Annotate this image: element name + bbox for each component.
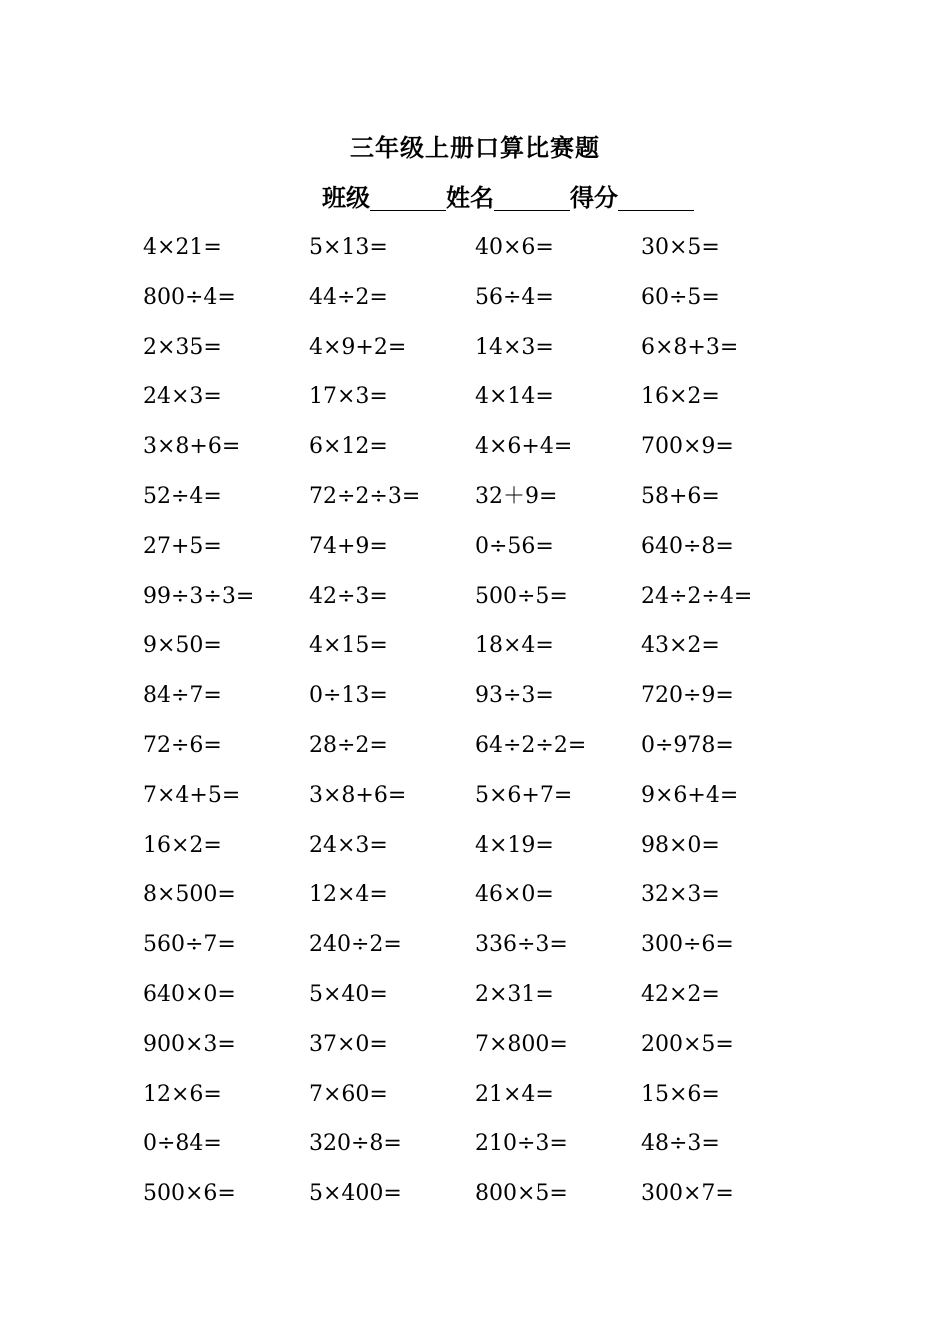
arithmetic-problem: 7×800= — [475, 1031, 568, 1057]
arithmetic-problem: 0÷84= — [143, 1131, 222, 1157]
arithmetic-problem: 84÷7= — [143, 683, 222, 709]
arithmetic-problem: 72÷6= — [143, 732, 222, 758]
arithmetic-problem: 2×35= — [143, 334, 222, 360]
problem-row — [143, 482, 843, 532]
class-blank — [370, 184, 446, 211]
arithmetic-problem: 58+6= — [641, 483, 720, 509]
arithmetic-problem: 28÷2= — [309, 732, 388, 758]
arithmetic-problem: 6×12= — [309, 434, 388, 460]
arithmetic-problem: 43×2= — [641, 633, 720, 659]
arithmetic-problem: 42÷3= — [309, 583, 388, 609]
arithmetic-problem: 5×13= — [309, 235, 388, 260]
arithmetic-problem: 6×8+3= — [641, 334, 739, 360]
problem-row — [143, 1080, 843, 1130]
arithmetic-problem: 56÷4= — [475, 284, 554, 310]
arithmetic-problem: 99÷3÷3= — [143, 583, 255, 609]
arithmetic-problem: 5×400= — [309, 1181, 402, 1207]
arithmetic-problem: 21×4= — [475, 1081, 554, 1107]
problem-row — [143, 980, 843, 1030]
arithmetic-problem: 8×500= — [143, 882, 236, 908]
arithmetic-problem: 720÷9= — [641, 683, 734, 709]
arithmetic-problem: 4×15= — [309, 633, 388, 659]
arithmetic-problem: 300×7= — [641, 1181, 734, 1207]
problem-row — [143, 333, 843, 383]
name-blank — [494, 184, 570, 211]
problem-row — [143, 532, 843, 582]
arithmetic-problem: 24÷2÷4= — [641, 583, 753, 609]
arithmetic-problem: 640×0= — [143, 981, 236, 1007]
arithmetic-problem: 52÷4= — [143, 483, 222, 509]
arithmetic-problem: 32＋9= — [475, 483, 558, 509]
arithmetic-problem: 17×3= — [309, 384, 388, 410]
arithmetic-problem: 4×19= — [475, 832, 554, 858]
arithmetic-problem: 560÷7= — [143, 932, 236, 958]
problem-row — [143, 382, 843, 432]
arithmetic-problem: 48÷3= — [641, 1131, 720, 1157]
arithmetic-problem: 7×4+5= — [143, 782, 241, 808]
class-label: 班级 — [322, 183, 370, 212]
arithmetic-problem: 800÷4= — [143, 284, 236, 310]
arithmetic-problem: 5×6+7= — [475, 782, 573, 808]
arithmetic-problem: 18×4= — [475, 633, 554, 659]
problem-row — [143, 781, 843, 831]
problem-row — [143, 582, 843, 632]
arithmetic-problem: 300÷6= — [641, 932, 734, 958]
arithmetic-problem: 4×14= — [475, 384, 554, 410]
arithmetic-problem: 900×3= — [143, 1031, 236, 1057]
arithmetic-problem: 24×3= — [309, 832, 388, 858]
arithmetic-problem: 0÷56= — [475, 533, 554, 559]
arithmetic-problem: 32×3= — [641, 882, 720, 908]
problem-row — [143, 283, 843, 333]
arithmetic-problem: 320÷8= — [309, 1131, 402, 1157]
arithmetic-problem: 40×6= — [475, 235, 554, 260]
arithmetic-problem: 336÷3= — [475, 932, 568, 958]
arithmetic-problem: 64÷2÷2= — [475, 732, 587, 758]
arithmetic-problem: 74+9= — [309, 533, 388, 559]
arithmetic-problem: 98×0= — [641, 832, 720, 858]
arithmetic-problem: 2×31= — [475, 981, 554, 1007]
arithmetic-problem: 4×9+2= — [309, 334, 407, 360]
arithmetic-problem: 3×8+6= — [143, 434, 241, 460]
problem-row — [143, 1179, 843, 1229]
arithmetic-problem: 9×50= — [143, 633, 222, 659]
arithmetic-problem: 72÷2÷3= — [309, 483, 421, 509]
problem-row — [143, 880, 843, 930]
arithmetic-problem: 12×4= — [309, 882, 388, 908]
arithmetic-problem: 16×2= — [641, 384, 720, 410]
arithmetic-problem: 3×8+6= — [309, 782, 407, 808]
arithmetic-problem: 200×5= — [641, 1031, 734, 1057]
arithmetic-problem: 24×3= — [143, 384, 222, 410]
problem-row — [143, 681, 843, 731]
arithmetic-problem: 800×5= — [475, 1181, 568, 1207]
problem-row — [143, 631, 843, 681]
arithmetic-problem: 0÷978= — [641, 732, 734, 758]
arithmetic-problem: 12×6= — [143, 1081, 222, 1107]
problem-row — [143, 432, 843, 482]
problem-row — [143, 731, 843, 781]
arithmetic-problem: 14×3= — [475, 334, 554, 360]
arithmetic-problem: 4×21= — [143, 235, 222, 260]
arithmetic-problem: 500÷5= — [475, 583, 568, 609]
arithmetic-problem: 9×6+4= — [641, 782, 739, 808]
arithmetic-problem: 210÷3= — [475, 1131, 568, 1157]
arithmetic-problem: 700×9= — [641, 434, 734, 460]
arithmetic-problem: 46×0= — [475, 882, 554, 908]
page-title: 三年级上册口算比赛题 — [350, 133, 600, 162]
arithmetic-problem: 640÷8= — [641, 533, 734, 559]
arithmetic-problem: 44÷2= — [309, 284, 388, 310]
arithmetic-problem: 500×6= — [143, 1181, 236, 1207]
arithmetic-problem: 30×5= — [641, 235, 720, 260]
arithmetic-problem: 42×2= — [641, 981, 720, 1007]
arithmetic-problem: 7×60= — [309, 1081, 388, 1107]
arithmetic-problem: 27+5= — [143, 533, 222, 559]
arithmetic-problem: 93÷3= — [475, 683, 554, 709]
student-info-line — [322, 183, 694, 213]
arithmetic-problem: 5×40= — [309, 981, 388, 1007]
problem-row — [143, 831, 843, 881]
arithmetic-problem: 16×2= — [143, 832, 222, 858]
arithmetic-problem: 4×6+4= — [475, 434, 573, 460]
arithmetic-problem: 15×6= — [641, 1081, 720, 1107]
problem-row — [143, 930, 843, 980]
problem-row — [143, 233, 843, 283]
score-blank — [618, 184, 694, 211]
problem-row — [143, 1129, 843, 1179]
arithmetic-problem: 240÷2= — [309, 932, 402, 958]
score-label: 得分 — [570, 183, 618, 212]
name-label: 姓名 — [446, 183, 494, 212]
problem-grid — [143, 233, 843, 1229]
arithmetic-problem: 0÷13= — [309, 683, 388, 709]
arithmetic-problem: 60÷5= — [641, 284, 720, 310]
arithmetic-problem: 37×0= — [309, 1031, 388, 1057]
problem-row — [143, 1030, 843, 1080]
